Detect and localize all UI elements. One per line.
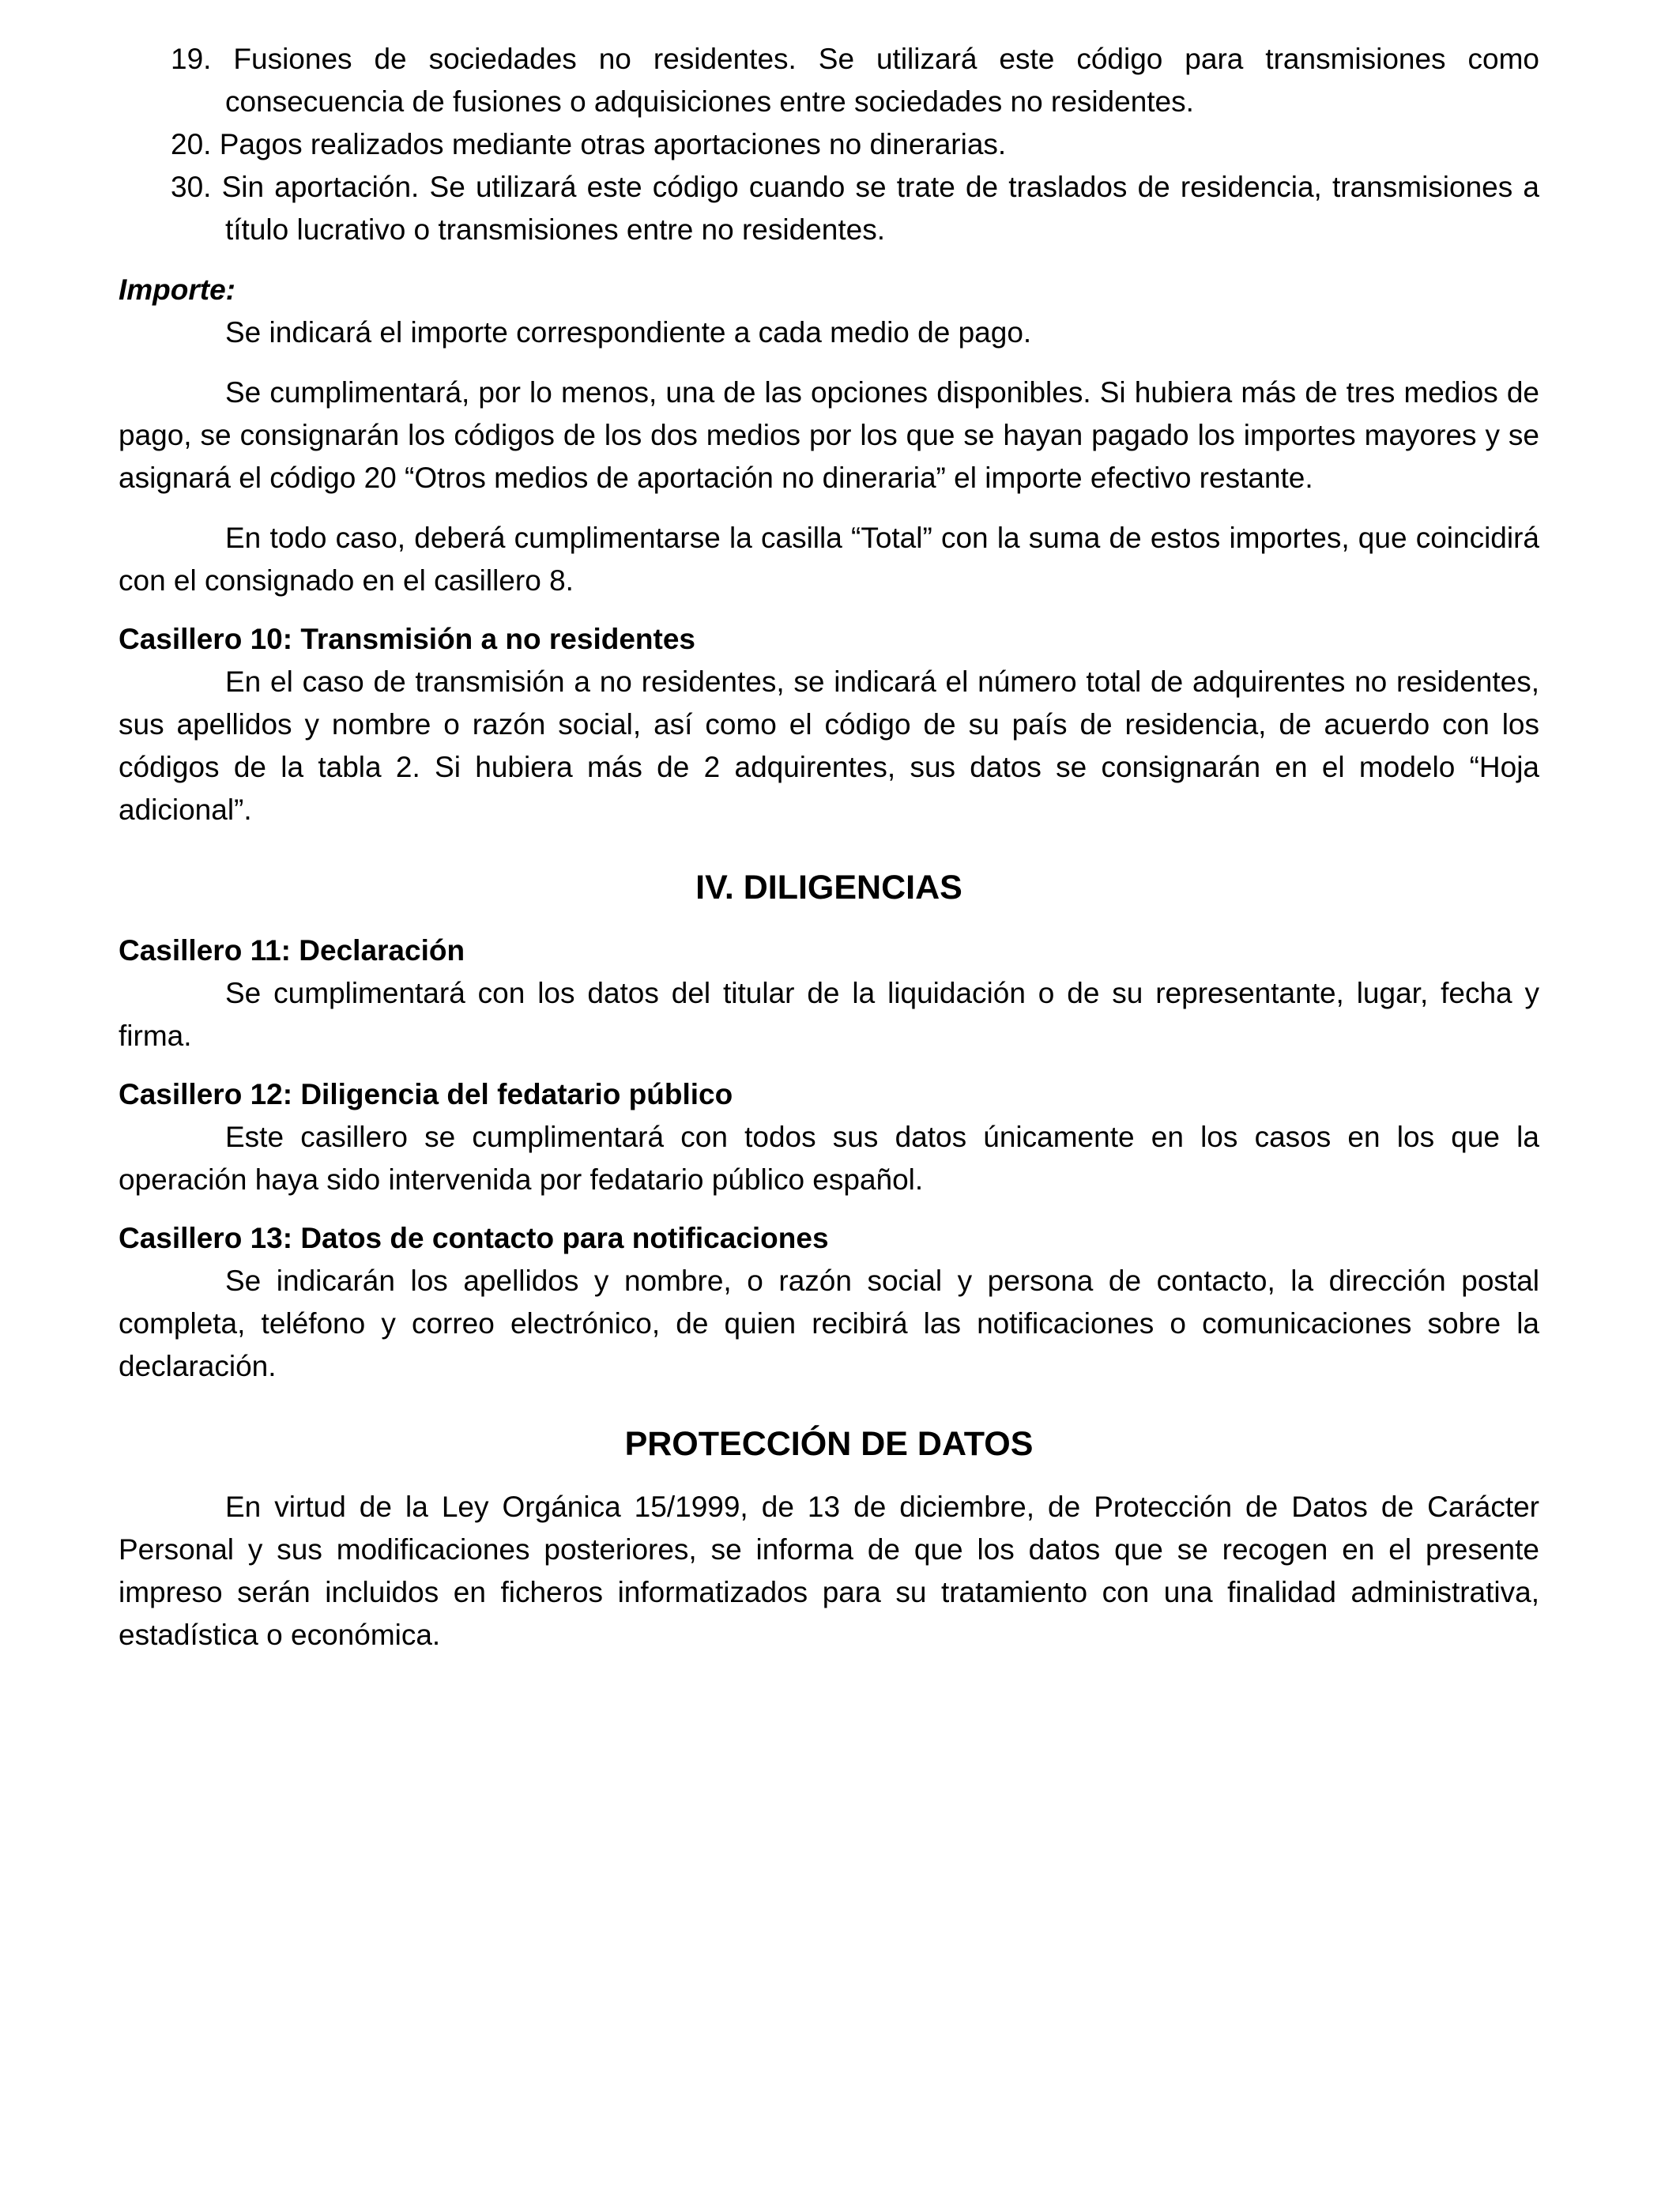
casillero-10-section — [119, 618, 1539, 831]
document-page — [119, 38, 1539, 1674]
list-item-number: 19. — [171, 43, 212, 75]
casillero-10-text: En el caso de transmisión a no residentes, se indicará el número total de adquirentes no residentes, sus apellidos y nombre o razón social, así como el código de su país de residencia, de acuerdo con los códigos de la tabla 2. Si hubiera más de 2 adquirentes, sus datos se consignarán en el modelo “Hoja adicional”. — [119, 665, 1539, 826]
casillero-12-text: Este casillero se cumplimentará con todos sus datos únicamente en los casos en los que la operación haya sido intervenida por fedatario público español. — [119, 1121, 1539, 1196]
casillero-11-text: Se cumplimentará con los datos del titular de la liquidación o de su representante, lugar, fecha y firma. — [119, 977, 1539, 1052]
importe-paragraph-2: Se cumplimentará, por lo menos, una de las opciones disponibles. Si hubiera más de tres medios de pago, se consignarán los códigos de los dos medios por los que se hayan pagado los importes mayores y se asignará el código 20 “Otros medios de aportación no dineraria” el importe efectivo restante. — [119, 376, 1539, 494]
casillero-13-text: Se indicarán los apellidos y nombre, o razón social y persona de contacto, la dirección postal completa, teléfono y correo electrónico, de quien recibirá las notificaciones o comunicaciones sobre la declaración. — [119, 1265, 1539, 1382]
list-item — [119, 123, 1539, 166]
importe-paragraph-3: En todo caso, deberá cumplimentarse la casilla “Total” con la suma de estos importes, que coincidirá con el consignado en el casillero 8. — [119, 522, 1539, 597]
casillero-13-heading: Casillero 13: Datos de contacto para notificaciones — [119, 1222, 829, 1254]
casillero-12-heading: Casillero 12: Diligencia del fedatario público — [119, 1078, 733, 1110]
list-item — [119, 166, 1539, 251]
importe-section — [119, 269, 1539, 602]
list-item-text: Fusiones de sociedades no residentes. Se utilizará este código para transmisiones como consecuencia de fusiones o adquisiciones entre sociedades no residentes. — [225, 43, 1539, 118]
casillero-12-section — [119, 1073, 1539, 1201]
casillero-10-heading: Casillero 10: Transmisión a no residentes — [119, 623, 695, 655]
casillero-11-heading: Casillero 11: Declaración — [119, 934, 465, 967]
list-item-text: Pagos realizados mediante otras aportaciones no dinerarias. — [219, 128, 1007, 160]
section-title-diligencias: IV. DILIGENCIAS — [695, 869, 962, 907]
list-item-text: Sin aportación. Se utilizará este código cuando se trate de traslados de residencia, transmisiones a título lucrativo o transmisiones entre no residentes. — [221, 171, 1540, 246]
list-item-number: 30. — [171, 171, 212, 203]
importe-paragraph-1: Se indicará el importe correspondiente a cada medio de pago. — [225, 316, 1032, 349]
casillero-13-section — [119, 1217, 1539, 1388]
list-item-number: 20. — [171, 128, 212, 160]
casillero-11-section — [119, 929, 1539, 1057]
proteccion-datos-text: En virtud de la Ley Orgánica 15/1999, de 13 de diciembre, de Protección de Datos de Carácter Personal y sus modificaciones posteriores, se informa de que los datos que se recogen en el presente impreso serán incluidos en ficheros informatizados para su tratamiento con una finalidad administrativa, estadística o económica. — [119, 1491, 1539, 1651]
payment-codes-list — [119, 38, 1539, 251]
importe-heading: Importe: — [119, 273, 235, 306]
list-item — [119, 38, 1539, 123]
section-title-proteccion-datos: PROTECCIÓN DE DATOS — [624, 1425, 1034, 1463]
